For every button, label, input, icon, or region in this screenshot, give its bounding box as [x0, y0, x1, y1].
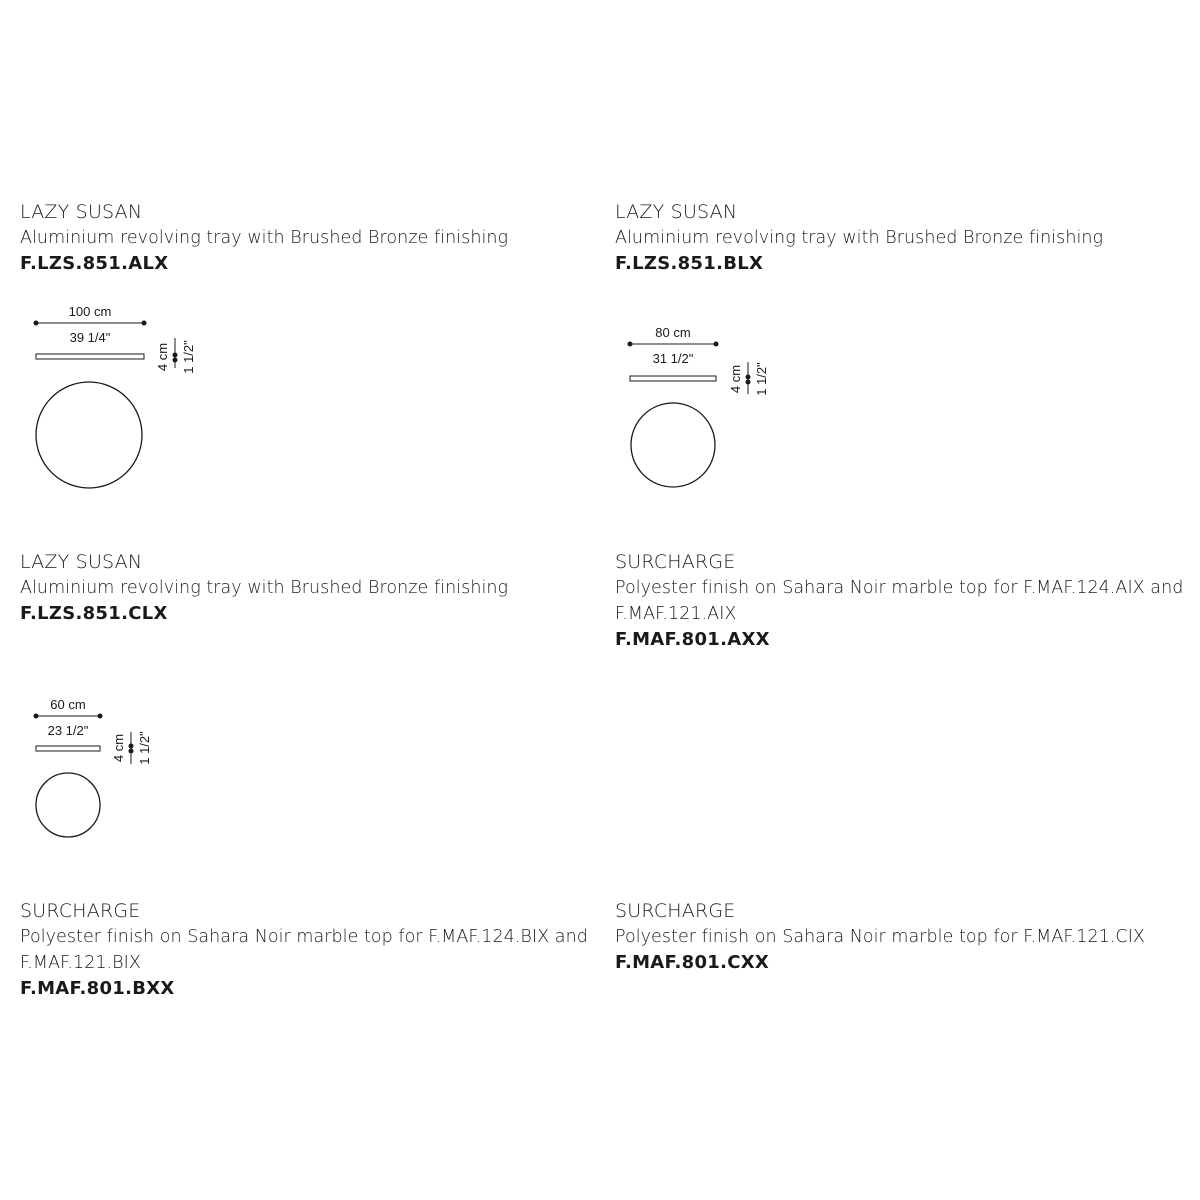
dimension-endpoint [34, 714, 39, 719]
tray-side-profile [36, 746, 100, 751]
surcharge-description-line2: F.MAF.121.BIX [20, 953, 141, 973]
dimension-endpoint [714, 342, 719, 347]
product-block-lazy-susan-clx [20, 549, 600, 627]
technical-drawing-alx [0, 290, 240, 480]
surcharge-block-bxx [20, 898, 600, 1002]
height-cm-label: 4 cm [728, 364, 743, 394]
tray-top-view [36, 382, 142, 488]
product-description: Aluminium revolving tray with Brushed Bronze finishing [615, 228, 1104, 248]
product-description: Aluminium revolving tray with Brushed Bronze finishing [20, 578, 509, 598]
width-in-label: 31 1/2" [652, 351, 694, 366]
surcharge-block-cxx [615, 898, 1195, 976]
product-code: F.LZS.851.BLX [615, 253, 764, 274]
dimension-endpoint [173, 358, 178, 363]
dimension-endpoint [173, 353, 178, 358]
product-block-lazy-susan-blx [615, 199, 1195, 277]
dimension-endpoint [129, 749, 134, 754]
surcharge-code: F.MAF.801.AXX [615, 629, 770, 650]
width-cm-label: 80 cm [655, 325, 691, 340]
product-block-lazy-susan-alx [20, 199, 600, 277]
surcharge-description-line1: Polyester finish on Sahara Noir marble top for F.MAF.124.AIX and [615, 578, 1184, 598]
product-title: LAZY SUSAN [20, 201, 143, 223]
width-in-label: 23 1/2" [47, 723, 89, 738]
technical-drawing-clx [0, 680, 200, 850]
surcharge-code: F.MAF.801.CXX [615, 952, 770, 973]
tray-top-view [631, 403, 715, 487]
product-code: F.LZS.851.ALX [20, 253, 169, 274]
surcharge-block-axx [615, 549, 1200, 653]
surcharge-code: F.MAF.801.BXX [20, 978, 175, 999]
height-in-label: 1 1/2" [754, 362, 769, 396]
width-in-label: 39 1/4" [69, 330, 111, 345]
height-cm-label: 4 cm [111, 733, 126, 763]
height-cm-label: 4 cm [155, 342, 170, 372]
product-title: LAZY SUSAN [20, 551, 143, 573]
tray-side-profile [630, 376, 716, 381]
width-cm-label: 60 cm [50, 697, 86, 712]
surcharge-description-line1: Polyester finish on Sahara Noir marble top for F.MAF.124.BIX and [20, 927, 588, 947]
surcharge-title: SURCHARGE [615, 900, 736, 922]
dimension-endpoint [628, 342, 633, 347]
product-title: LAZY SUSAN [615, 201, 738, 223]
product-description: Aluminium revolving tray with Brushed Bronze finishing [20, 228, 509, 248]
surcharge-title: SURCHARGE [615, 551, 736, 573]
dimension-endpoint [34, 321, 39, 326]
dimension-endpoint [746, 380, 751, 385]
dimension-endpoint [142, 321, 147, 326]
surcharge-description-line2: F.MAF.121.AIX [615, 604, 737, 624]
width-cm-label: 100 cm [68, 304, 112, 319]
dimension-endpoint [129, 744, 134, 749]
height-in-label: 1 1/2" [181, 340, 196, 374]
product-code: F.LZS.851.CLX [20, 603, 168, 624]
dimension-endpoint [746, 375, 751, 380]
tray-side-profile [36, 354, 144, 359]
technical-drawing-blx [600, 310, 800, 500]
height-in-label: 1 1/2" [137, 731, 152, 765]
tray-top-view [36, 773, 100, 837]
surcharge-description: Polyester finish on Sahara Noir marble top for F.MAF.121.CIX [615, 927, 1145, 947]
surcharge-title: SURCHARGE [20, 900, 141, 922]
dimension-endpoint [98, 714, 103, 719]
